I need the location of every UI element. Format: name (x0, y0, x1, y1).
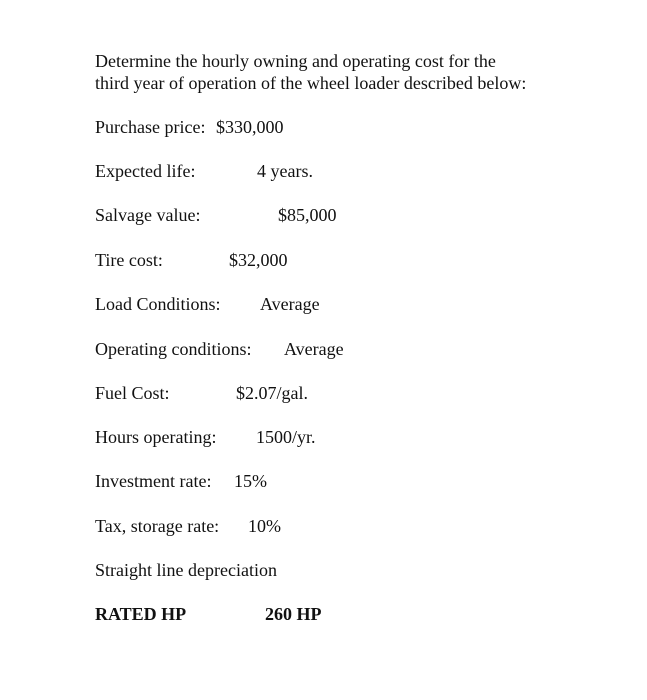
purchase-price-row (95, 115, 395, 139)
hours-operating-row (95, 425, 395, 449)
tire-cost-label: Tire cost: (95, 250, 163, 270)
load-conditions-value: Average (260, 294, 320, 314)
investment-rate-value: 15% (234, 471, 267, 491)
problem-line-2: third year of operation of the wheel loader described below: (95, 73, 527, 93)
load-conditions-row (95, 292, 395, 316)
operating-conditions-label: Operating conditions: (95, 339, 252, 359)
expected-life-value: 4 years. (257, 161, 313, 181)
purchase-price-label: Purchase price: (95, 117, 206, 137)
rated-hp-value: 260 HP (265, 604, 322, 624)
tire-cost-value: $32,000 (229, 250, 288, 270)
operating-conditions-value: Average (284, 339, 344, 359)
operating-conditions-row (95, 337, 395, 361)
rated-hp-label: RATED HP (95, 604, 187, 624)
salvage-value-label: Salvage value: (95, 205, 201, 225)
tax-storage-rate-row (95, 514, 395, 538)
hours-operating-label: Hours operating: (95, 427, 217, 447)
investment-rate-label: Investment rate: (95, 471, 212, 491)
salvage-value-value: $85,000 (278, 205, 337, 225)
load-conditions-label: Load Conditions: (95, 294, 221, 314)
expected-life-row (95, 159, 395, 183)
depreciation-row (95, 558, 395, 582)
tax-storage-rate-label: Tax, storage rate: (95, 516, 220, 536)
purchase-price-value: $330,000 (216, 117, 284, 137)
expected-life-label: Expected life: (95, 161, 196, 181)
depreciation-method: Straight line depreciation (95, 560, 277, 580)
investment-rate-row (95, 469, 395, 493)
rated-hp-row (95, 602, 395, 626)
fuel-cost-value: $2.07/gal. (236, 383, 308, 403)
fuel-cost-label: Fuel Cost: (95, 383, 170, 403)
fuel-cost-row (95, 381, 395, 405)
problem-line-1: Determine the hourly owning and operating cost for the (95, 51, 496, 71)
problem-statement (95, 50, 526, 94)
tire-cost-row (95, 248, 395, 272)
hours-operating-value: 1500/yr. (256, 427, 316, 447)
tax-storage-rate-value: 10% (248, 516, 281, 536)
salvage-value-row (95, 203, 395, 227)
